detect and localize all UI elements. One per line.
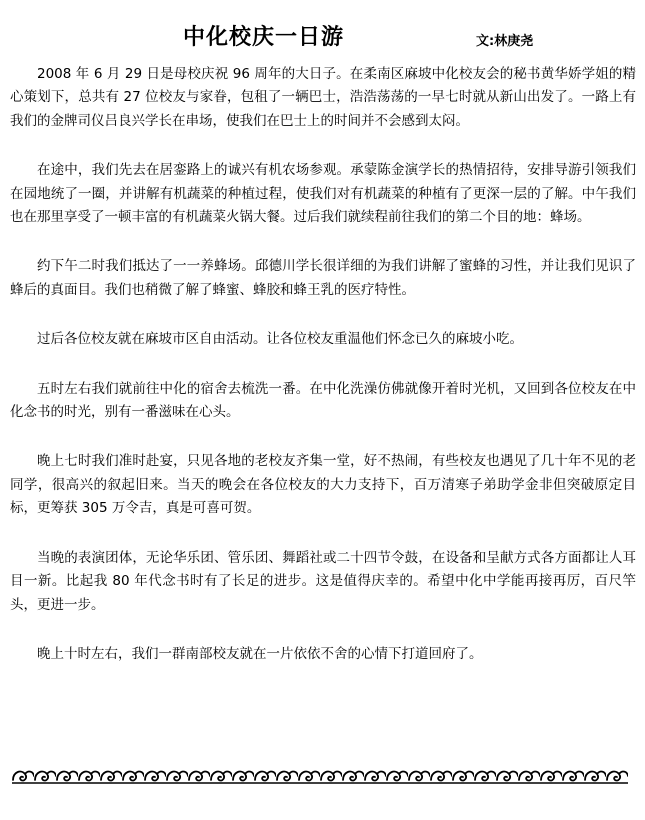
paragraph-7: 当晚的表演团体，无论华乐团、管乐团、舞蹈社或二十四节令鼓，在设备和呈献方式各方面都让人耳目一新。比起我 80 年代念书时有了长足的进步。这是值得庆幸的。希望中化中学能再接再厉，百尺竿头，更进一步。 [10, 549, 636, 613]
paragraph-5: 五时左右我们就前往中化的宿舍去梳洗一番。在中化洗澡仿佛就像开着时光机，又回到各位校友在中化念书的时光，别有一番滋味在心头。 [10, 380, 636, 421]
paragraph-2: 在途中，我们先去在居銮路上的诚兴有机农场参观。承蒙陈金演学长的热情招待，安排导游引领我们在园地统了一圈，并讲解有机蔬菜的种植过程，使我们对有机蔬菜的种植有了更深一层的了解。中午我们也在那里享受了一顿丰富的有机蔬菜火锅大餐。过后我们就续程前往我们的第二个目的地：蜂场。 [10, 162, 636, 226]
paragraph-4: 过后各位校友就在麻坡市区自由活动。让各位校友重温他们怀念已久的麻坡小吃。 [37, 331, 523, 348]
paragraph-3: 约下午二时我们抵达了一一养蜂场。邱德川学长很详细的为我们讲解了蜜蜂的习性，并让我们见识了蜂后的真面目。我们也稍微了解了蜂蜜、蜂胶和蜂王乳的医疗特性。 [10, 258, 636, 298]
scroll-wave-border-icon [12, 763, 628, 789]
paragraph-1: 2008 年 6 月 29 日是母校庆祝 96 周年的大日子。在柔南区麻坡中化校友会的秘书黄华娇学姐的精心策划下，总共有 27 位校友与家眷，包租了一辆巴士，浩浩荡荡的一早七时就从新山出发了。一路上有我们的金牌司仪吕良兴学长在串场，使我们在巴士上的时间并不会感到太闷。 [10, 66, 636, 129]
author-byline: 文:林庚尧 [476, 34, 534, 49]
paragraph-6: 晚上七时我们准时赴宴，只见各地的老校友齐集一堂，好不热闹，有些校友也遇见了几十年不见的老同学，很高兴的叙起旧来。当天的晚会在各位校友的大力支持下，百万清寒子弟助学金非但突破原定目标，更筹获 305 万令吉，真是可喜可贺。 [10, 453, 636, 517]
page-title: 中化校庆一日游 [183, 25, 345, 50]
header [0, 20, 645, 60]
paragraph-8: 晚上十时左右，我们一群南部校友就在一片依依不舍的心情下打道回府了。 [37, 645, 483, 662]
article-body [10, 63, 636, 692]
